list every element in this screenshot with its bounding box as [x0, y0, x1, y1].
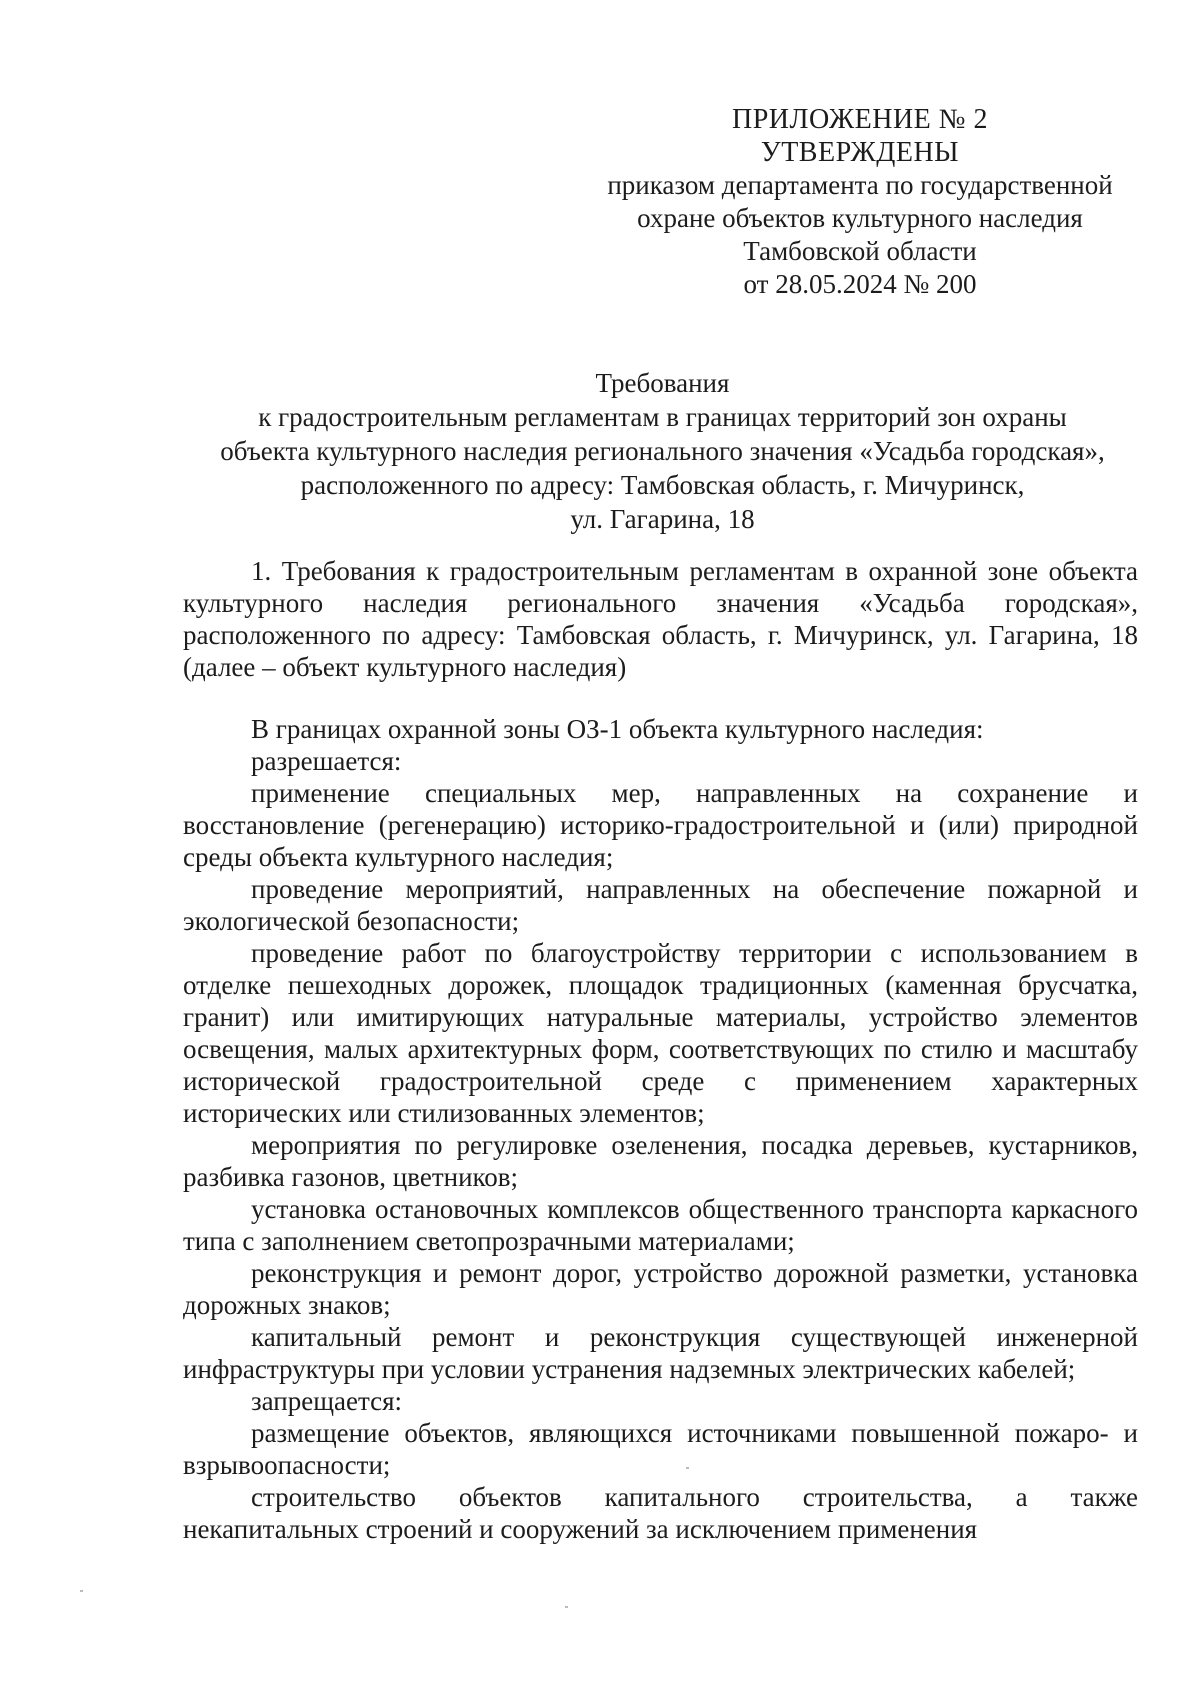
allowed-item: установка остановочных комплексов общественного транспорта каркасного типа с заполнением светопрозрачными материалами;: [183, 1194, 1138, 1256]
prohibited-item: размещение объектов, являющихся источниками повышенной пожаро- и взрывоопасности;: [183, 1418, 1138, 1480]
document-title: [175, 366, 1150, 536]
title-line-4: ул. Гагарина, 18: [570, 504, 755, 534]
order-line-3: Тамбовской области: [743, 236, 977, 266]
scan-speck: [686, 1467, 689, 1469]
section-1-heading: 1. Требования к градостроительным регламентам в охранной зоне объекта культурного наследия регионального значения «Усадьба городская», расположенного по адресу: Тамбовская область, г. Мичуринск, ул. Гагарина, 18 (далее – объект культурного наследия): [183, 556, 1138, 682]
prohibited-item: строительство объектов капитального строительства, а также некапитальных строений и сооружений за исключением применения: [183, 1482, 1138, 1544]
allowed-item: капитальный ремонт и реконструкция существующей инженерной инфраструктуры при условии устранения надземных электрических кабелей;: [183, 1322, 1138, 1384]
prohibited-label: запрещается:: [251, 1386, 403, 1416]
title-line-2: объекта культурного наследия регионального значения «Усадьба городская»,: [220, 436, 1105, 466]
approved-label: УТВЕРЖДЕНЫ: [760, 137, 960, 168]
zone-intro: В границах охранной зоны ОЗ-1 объекта культурного наследия:: [251, 714, 984, 744]
order-date-number: от 28.05.2024 № 200: [743, 269, 977, 299]
order-line-1: приказом департамента по государственной: [607, 170, 1113, 200]
allowed-label: разрешается:: [251, 746, 402, 776]
scan-speck: [565, 1606, 568, 1608]
allowed-item: проведение мероприятий, направленных на обеспечение пожарной и экологической безопасности;: [183, 874, 1138, 936]
scan-speck: [80, 1590, 83, 1592]
allowed-item: мероприятия по регулировке озеленения, посадка деревьев, кустарников, разбивка газонов, цветников;: [183, 1130, 1138, 1192]
allowed-item: применение специальных мер, направленных на сохранение и восстановление (регенерацию) историко-градостроительной и (или) природной среды объекта культурного наследия;: [183, 778, 1138, 872]
document-body: [183, 555, 1138, 1545]
title-line-3: расположенного по адресу: Тамбовская область, г. Мичуринск,: [300, 470, 1025, 500]
appendix-number: ПРИЛОЖЕНИЕ № 2: [732, 104, 988, 135]
title-line-1: к градостроительным регламентам в границах территорий зон охраны: [258, 402, 1067, 432]
allowed-item: проведение работ по благоустройству территории с использованием в отделке пешеходных дорожек, площадок традиционных (каменная брусчатка, гранит) или имитирующих натуральные материалы, устройство элементов освещения, малых архитектурных форм, соответствующих по стилю и масштабу исторической градостроительной среде с применением характерных исторических или стилизованных элементов;: [183, 938, 1138, 1128]
allowed-item: реконструкция и ремонт дорог, устройство дорожной разметки, установка дорожных знаков;: [183, 1258, 1138, 1320]
appendix-block: [580, 103, 1140, 301]
order-line-2: охране объектов культурного наследия: [637, 203, 1083, 233]
title-heading: Требования: [595, 368, 730, 398]
